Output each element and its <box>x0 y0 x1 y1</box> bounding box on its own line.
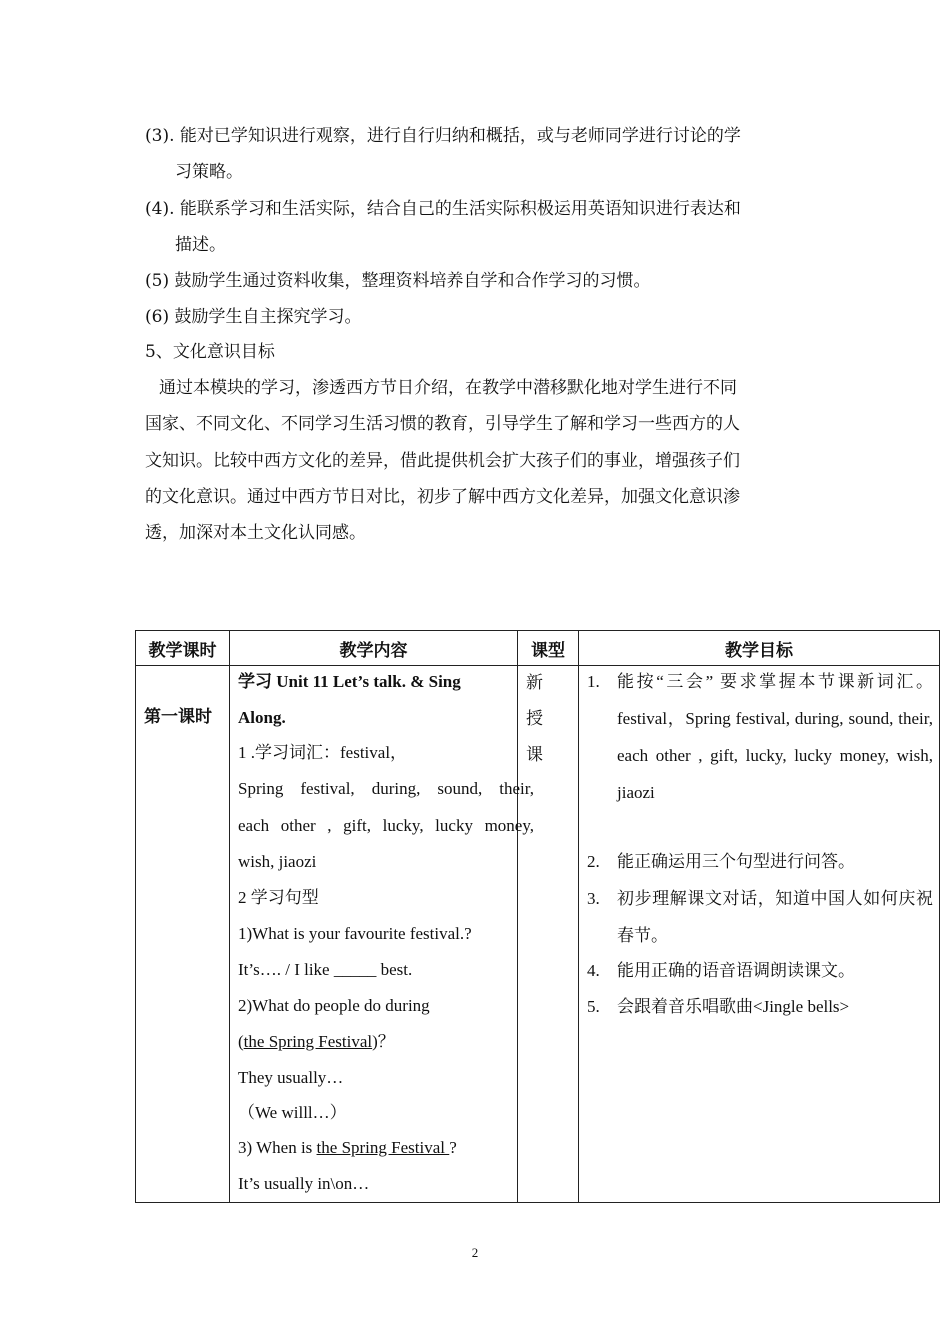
content-line: 2 学习句型 <box>238 888 319 907</box>
content-title-line-2: Along. <box>238 708 286 727</box>
culture-paragraph-line-3: 文知识。比较中西方文化的差异，借此提供机会扩大孩子们的事业，增强孩子们 <box>145 451 740 471</box>
goal-number: 2. <box>587 852 600 871</box>
culture-paragraph-line-1: 通过本模块的学习，渗透西方节日介绍，在教学中潜移默化地对学生进行不同 <box>159 378 737 398</box>
header-goals: 教学目标 <box>579 631 940 666</box>
header-lesson-hour: 教学课时 <box>136 631 230 666</box>
table-header-row <box>136 631 940 666</box>
content-line: It’s usually in\on… <box>238 1174 370 1193</box>
goal-text: 能用正确的语音语调朗读课文。 <box>617 961 855 980</box>
content-line: 3) When is the Spring Festival ? <box>238 1138 457 1157</box>
content-line: They usually… <box>238 1068 344 1087</box>
culture-paragraph-line-5: 透，加深对本土文化认同感。 <box>145 523 366 543</box>
goal-text: 能正确运用三个句型进行问答。 <box>617 852 855 871</box>
lesson-type-char: 授 <box>526 709 543 728</box>
content-line: each other , gift, lucky, lucky money, <box>238 816 534 835</box>
table-row <box>136 666 940 1203</box>
goal-number: 3. <box>587 889 600 908</box>
lesson-type-cell <box>518 666 579 1203</box>
objective-6: (6) 鼓励学生自主探究学习。 <box>145 307 362 327</box>
page-number: 2 <box>471 1245 479 1260</box>
lesson-plan-table <box>135 630 940 1203</box>
lesson-goals-cell <box>579 666 940 1203</box>
objective-4-line-2: 描述。 <box>175 235 226 255</box>
goal-text: 初步理解课文对话，知道中国人如何庆祝春节。 <box>617 889 933 945</box>
lesson-type-char: 新 <box>526 673 543 692</box>
objective-3-line-1: (3). 能对已学知识进行观察，进行自行归纳和概括，或与老师同学进行讨论的学 <box>145 126 741 146</box>
goal-number: 1. <box>587 672 600 691</box>
content-line: 1)What is your favourite festival.? <box>238 924 472 943</box>
goal-text: 能按“三会” 要求掌握本节课新词汇。festival，Spring festival, during, sound, their, each other , gift, lucky, lucky money, wish, jiaozi <box>617 672 933 802</box>
header-lesson-type: 课型 <box>518 631 579 666</box>
culture-paragraph-line-4: 的文化意识。通过中西方节日对比，初步了解中西方文化差异，加强文化意识渗 <box>145 487 740 507</box>
content-line: 1 .学习词汇：festival， <box>238 743 408 762</box>
objective-3-line-2: 习策略。 <box>175 162 243 182</box>
objective-5: (5) 鼓励学生通过资料收集，整理资料培养自学和合作学习的习惯。 <box>145 271 651 291</box>
content-line: (the Spring Festival)？ <box>238 1032 395 1051</box>
header-content: 教学内容 <box>230 631 518 666</box>
content-title-line-1: 学习 Unit 11 Let’s talk. & Sing <box>238 672 461 691</box>
lesson-type-char: 课 <box>526 745 543 764</box>
goal-text: 会跟着音乐唱歌曲<Jingle bells> <box>617 997 850 1016</box>
content-line: Spring festival, during, sound, their, <box>238 779 534 798</box>
content-line: It’s…. / I like _____ best. <box>238 960 413 979</box>
content-line: wish, jiaozi <box>238 852 317 871</box>
lesson-hour-cell: 第一课时 <box>136 666 230 1203</box>
lesson-content-cell <box>230 666 534 1203</box>
goal-number: 4. <box>587 961 600 980</box>
objective-4-line-1: (4). 能联系学习和生活实际，结合自己的生活实际积极运用英语知识进行表达和 <box>145 199 741 219</box>
section-heading: 5、文化意识目标 <box>145 342 275 362</box>
content-line: （We willl…） <box>238 1103 347 1122</box>
culture-paragraph-line-2: 国家、不同文化、不同学习生活习惯的教育，引导学生了解和学习一些西方的人 <box>145 414 740 434</box>
goal-number: 5. <box>587 997 600 1016</box>
content-line: 2)What do people do during <box>238 996 430 1015</box>
